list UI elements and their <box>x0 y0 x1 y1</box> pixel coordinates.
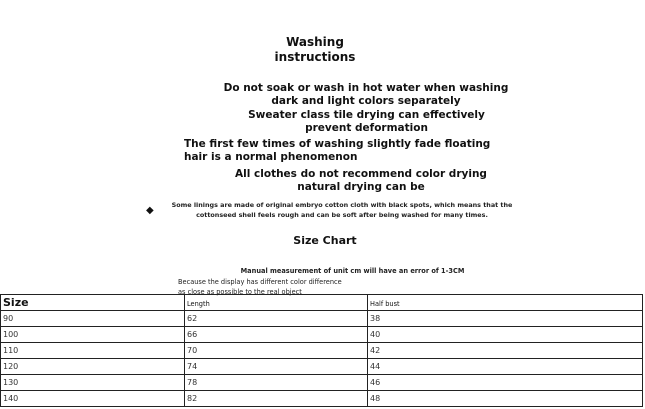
size-cell: 120 <box>1 359 185 375</box>
column-header-length: Length <box>185 295 368 311</box>
half-bust-cell: 38 <box>368 311 643 327</box>
half-bust-cell: 48 <box>368 391 643 407</box>
washing-instruction: Sweater class tile drying can effectively prevent deformation <box>248 109 485 134</box>
size-cell: 130 <box>1 375 185 391</box>
half-bust-cell: 42 <box>368 343 643 359</box>
table-row <box>1 375 643 391</box>
size-cell: 140 <box>1 391 185 407</box>
table-row <box>1 391 643 407</box>
color-difference-note: Because the display has different color difference as close as possible to the real object <box>178 278 342 296</box>
diamond-bullet-icon: ◆ <box>146 205 154 216</box>
column-header-size: Size <box>1 295 185 311</box>
table-row <box>1 343 643 359</box>
length-cell: 66 <box>185 327 368 343</box>
table-row <box>1 327 643 343</box>
length-cell: 74 <box>185 359 368 375</box>
size-cell: 110 <box>1 343 185 359</box>
washing-instruction: Do not soak or wash in hot water when washing dark and light colors separately <box>223 82 509 107</box>
length-cell: 70 <box>185 343 368 359</box>
length-cell: 82 <box>185 391 368 407</box>
washing-instructions-title: Washing instructions <box>274 35 356 64</box>
column-header-half-bust: Half bust <box>368 295 643 311</box>
washing-instruction: All clothes do not recommend color drying natural drying can be <box>235 168 487 193</box>
half-bust-cell: 44 <box>368 359 643 375</box>
length-cell: 78 <box>185 375 368 391</box>
size-chart-title: Size Chart <box>293 234 357 247</box>
washing-instruction: The first few times of washing slightly fade floating hair is a normal phenomenon <box>184 138 491 163</box>
table-header-row <box>1 295 643 311</box>
size-table <box>0 294 643 407</box>
half-bust-cell: 46 <box>368 375 643 391</box>
size-cell: 90 <box>1 311 185 327</box>
length-cell: 62 <box>185 311 368 327</box>
measurement-note: Manual measurement of unit cm will have an error of 1-3CM <box>240 267 465 275</box>
size-cell: 100 <box>1 327 185 343</box>
table-row <box>1 311 643 327</box>
table-row <box>1 359 643 375</box>
lining-note: Some linings are made of original embryo cotton cloth with black spots, which means that the cottonseed shell feels rough and can be soft after being washed for many times. <box>171 201 513 219</box>
half-bust-cell: 40 <box>368 327 643 343</box>
